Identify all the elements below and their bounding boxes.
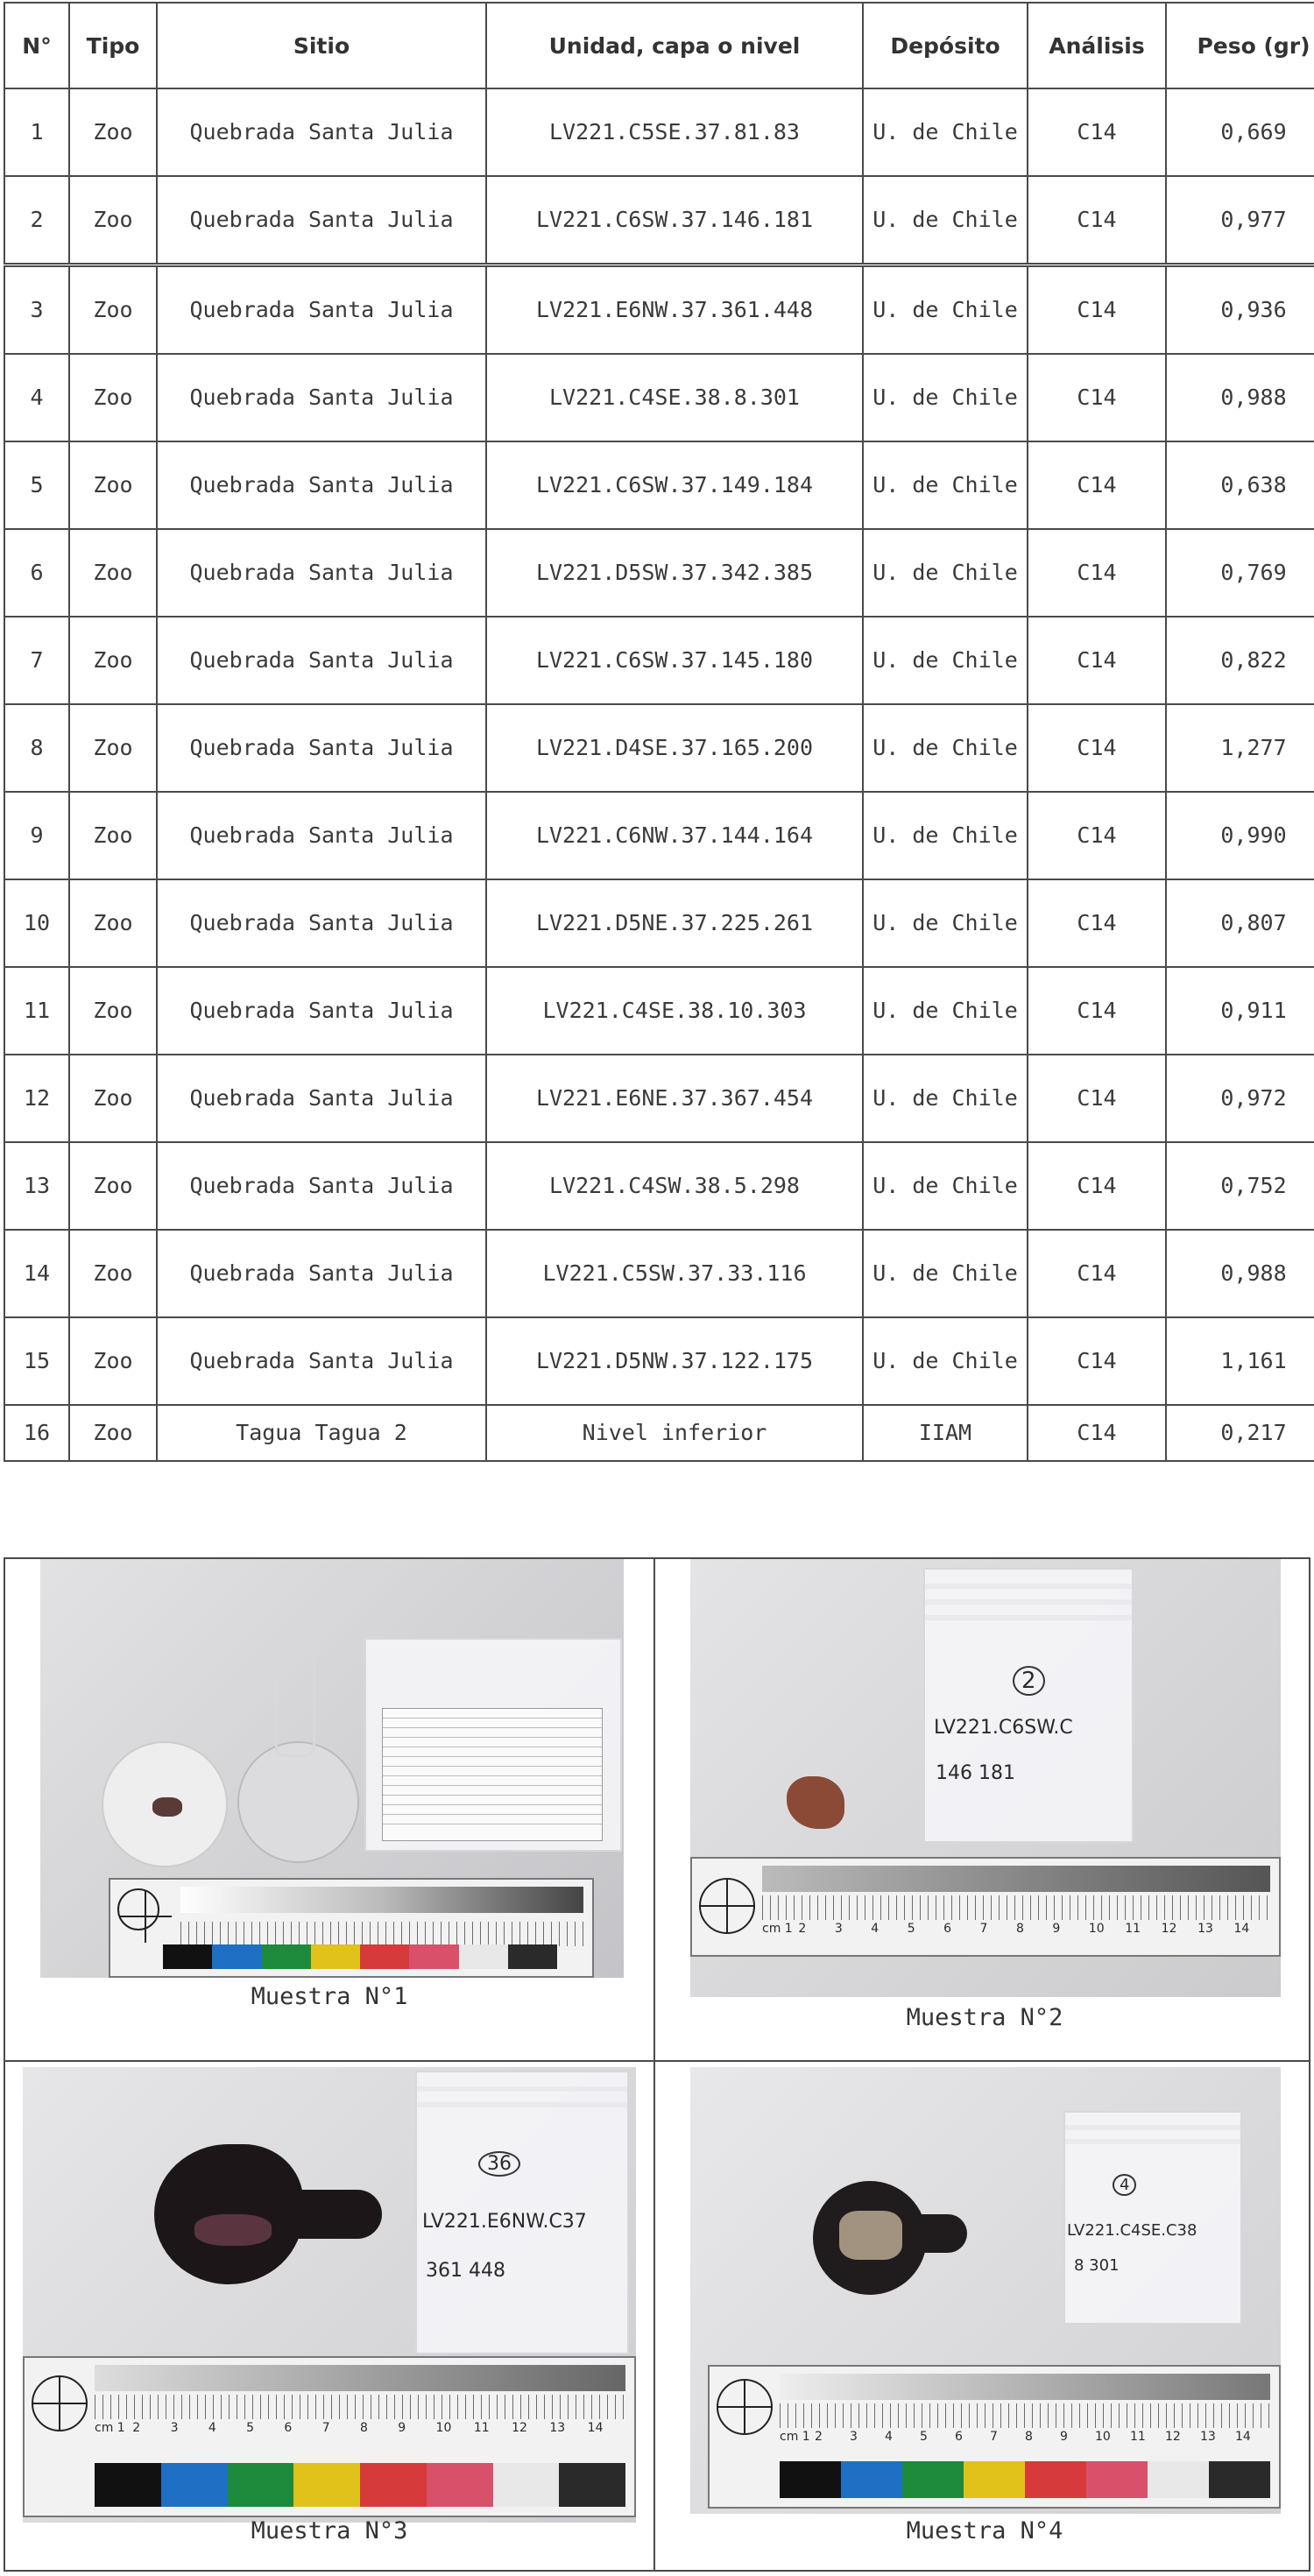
color-swatch	[493, 2463, 560, 2507]
ruler-number: 3	[170, 2421, 179, 2435]
ruler-number: 7	[979, 1922, 988, 1936]
ruler-number: 7	[990, 2430, 998, 2444]
table-row	[4, 617, 1314, 704]
cell-unit: LV221.E6NE.37.367.454	[486, 1055, 863, 1142]
table-row	[4, 441, 1314, 529]
ruler-number: 14	[1235, 2430, 1251, 2444]
header-unit: Unidad, capa o nivel	[486, 3, 863, 88]
ruler-number: 5	[920, 2430, 928, 2444]
table-row	[4, 879, 1314, 967]
color-swatch	[427, 2463, 493, 2507]
cell-weight: 0,936	[1166, 265, 1314, 355]
grid-divider-horizontal	[5, 2060, 1309, 2062]
cell-number: 11	[4, 967, 69, 1055]
cell-analysis: C14	[1028, 879, 1166, 967]
cell-number: 5	[4, 441, 69, 529]
cell-number: 9	[4, 792, 69, 879]
cell-unit: LV221.D5NW.37.122.175	[486, 1317, 863, 1405]
cell-number: 7	[4, 617, 69, 704]
cell-number: 8	[4, 704, 69, 792]
cell-analysis: C14	[1028, 1230, 1166, 1317]
cell-site: Quebrada Santa Julia	[157, 1142, 486, 1230]
gray-scale-strip	[762, 1866, 1270, 1892]
sample-2-bag	[923, 1568, 1134, 1843]
cell-unit: LV221.D5SW.37.342.385	[486, 529, 863, 617]
color-swatch	[311, 1944, 360, 1969]
cell-site: Quebrada Santa Julia	[157, 529, 486, 617]
cell-type: Zoo	[69, 88, 157, 176]
cell-site: Quebrada Santa Julia	[157, 1317, 486, 1405]
color-swatch	[228, 2463, 294, 2507]
cell-type: Zoo	[69, 967, 157, 1055]
cell-site: Quebrada Santa Julia	[157, 88, 486, 176]
ruler-number: 12	[512, 2421, 527, 2435]
cell-site: Quebrada Santa Julia	[157, 704, 486, 792]
cell-unit: LV221.C6SW.37.145.180	[486, 617, 863, 704]
cell-type: Zoo	[69, 1317, 157, 1405]
holder-tab-icon	[915, 2214, 967, 2253]
cell-site: Quebrada Santa Julia	[157, 967, 486, 1055]
ruler-number: 2	[798, 1922, 807, 1936]
ruler-number: 8	[1015, 1922, 1024, 1936]
ruler-number: 4	[871, 1922, 880, 1936]
crosshair-target-icon	[32, 2375, 88, 2431]
ruler-number: 6	[284, 2421, 293, 2435]
cell-unit: LV221.C6SW.37.149.184	[486, 441, 863, 529]
cell-type: Zoo	[69, 176, 157, 265]
header-site: Sitio	[157, 3, 486, 88]
cell-deposit: U. de Chile	[863, 265, 1028, 355]
cell-unit: LV221.C6SW.37.146.181	[486, 176, 863, 265]
bag-unit-code: LV221.E6NW.C37	[422, 2211, 587, 2233]
ruler-number: 5	[907, 1922, 915, 1936]
ruler-number: 8	[359, 2421, 368, 2435]
color-swatch	[780, 2461, 841, 2498]
cell-type: Zoo	[69, 792, 157, 879]
cell-unit: LV221.C5SE.37.81.83	[486, 88, 863, 176]
sample-2-caption: Muestra N°2	[906, 2004, 1063, 2031]
cell-weight: 1,277	[1166, 704, 1314, 792]
cell-site: Quebrada Santa Julia	[157, 354, 486, 441]
color-swatch	[1025, 2461, 1086, 2498]
cell-unit: LV221.C4SE.38.8.301	[486, 354, 863, 441]
color-swatch	[360, 1944, 409, 1969]
cell-weight: 0,822	[1166, 617, 1314, 704]
bag-number: 4	[1113, 2174, 1136, 2196]
ruler-number: 13	[1197, 1922, 1213, 1936]
ruler-number: 13	[1200, 2430, 1216, 2444]
color-swatch	[212, 1944, 261, 1969]
table-row	[4, 1405, 1314, 1461]
ruler-ticks	[95, 2395, 625, 2419]
ruler-number: 8	[1025, 2430, 1033, 2444]
ruler-number: 3	[850, 2430, 858, 2444]
cell-unit: LV221.D5NE.37.225.261	[486, 879, 863, 967]
table-row	[4, 1055, 1314, 1142]
cell-type: Zoo	[69, 441, 157, 529]
cell-weight: 0,752	[1166, 1142, 1314, 1230]
ruler-number: 11	[473, 2421, 490, 2435]
color-swatch	[1209, 2461, 1270, 2498]
ruler-number: cm 1	[95, 2421, 125, 2435]
ruler-number: 11	[1125, 1922, 1141, 1936]
crosshair-target-icon	[699, 1878, 755, 1934]
ruler-numbers	[762, 1922, 1270, 1936]
color-swatch	[459, 1944, 508, 1969]
color-swatch	[360, 2463, 427, 2507]
gray-scale-strip	[780, 2374, 1270, 2400]
crosshair-target-icon	[117, 1888, 159, 1930]
gray-scale-strip	[95, 2365, 625, 2391]
cell-type: Zoo	[69, 529, 157, 617]
ruler-number: 4	[208, 2421, 216, 2435]
cell-weight: 0,217	[1166, 1405, 1314, 1461]
bag-number: 2	[1013, 1666, 1045, 1696]
bag-unit-code: LV221.C4SE.C38	[1067, 2221, 1197, 2240]
table-body	[4, 88, 1314, 1461]
ruler-number: 10	[1088, 1922, 1105, 1936]
ruler-number: 12	[1161, 1922, 1177, 1936]
cell-type: Zoo	[69, 1230, 157, 1317]
cell-analysis: C14	[1028, 617, 1166, 704]
ruler-number: cm 1	[780, 2430, 810, 2444]
cell-number: 1	[4, 88, 69, 176]
ruler-number: 7	[321, 2421, 330, 2435]
header-analysis: Análisis	[1028, 3, 1166, 88]
cell-type: Zoo	[69, 704, 157, 792]
sample-fragments-icon	[194, 2214, 272, 2246]
cell-weight: 0,990	[1166, 792, 1314, 879]
color-swatch	[95, 2463, 161, 2507]
color-swatch	[163, 1944, 212, 1969]
cell-unit: LV221.C4SW.38.5.298	[486, 1142, 863, 1230]
cell-number: 3	[4, 265, 69, 355]
ruler-number: 10	[435, 2421, 452, 2435]
color-swatch	[293, 2463, 360, 2507]
cell-unit: LV221.C5SW.37.33.116	[486, 1230, 863, 1317]
color-swatch	[508, 1944, 557, 1969]
cell-site: Quebrada Santa Julia	[157, 441, 486, 529]
cell-type: Zoo	[69, 1142, 157, 1230]
bone-fragment-icon	[152, 1797, 182, 1817]
cell-weight: 0,807	[1166, 879, 1314, 967]
bag-unit-code: LV221.C6SW.C	[934, 1717, 1073, 1739]
bag-level: 361 448	[426, 2260, 505, 2282]
crosshair-target-icon	[717, 2379, 773, 2435]
sample-3-bag	[415, 2071, 629, 2354]
cell-site: Quebrada Santa Julia	[157, 1055, 486, 1142]
sample-3-caption: Muestra N°3	[251, 2517, 408, 2544]
ruler-number: 12	[1165, 2430, 1181, 2444]
ruler-number: 9	[398, 2421, 406, 2435]
bag-number: 36	[478, 2151, 520, 2177]
cell-analysis: C14	[1028, 1055, 1166, 1142]
cell-weight: 0,769	[1166, 529, 1314, 617]
table-row	[4, 1230, 1314, 1317]
ruler-number: cm 1	[762, 1922, 793, 1936]
cell-deposit: U. de Chile	[863, 617, 1028, 704]
ruler-number: 11	[1130, 2430, 1146, 2444]
ruler-number: 6	[943, 1922, 952, 1936]
header-type: Tipo	[69, 3, 157, 88]
cell-site: Quebrada Santa Julia	[157, 792, 486, 879]
table-row	[4, 265, 1314, 355]
cell-weight: 0,972	[1166, 1055, 1314, 1142]
cell-deposit: U. de Chile	[863, 1230, 1028, 1317]
color-swatch	[1086, 2461, 1148, 2498]
samples-table	[4, 2, 1314, 1462]
bag-level: 8 301	[1074, 2256, 1120, 2275]
ruler-ticks	[762, 1895, 1270, 1920]
gray-scale-strip	[180, 1887, 583, 1913]
cell-analysis: C14	[1028, 1142, 1166, 1230]
color-swatch	[262, 1944, 311, 1969]
cell-number: 12	[4, 1055, 69, 1142]
color-swatch	[902, 2461, 964, 2498]
ruler-numbers	[95, 2421, 625, 2435]
table-row	[4, 704, 1314, 792]
table-row	[4, 354, 1314, 441]
cell-number: 15	[4, 1317, 69, 1405]
cell-type: Zoo	[69, 1055, 157, 1142]
cell-type: Zoo	[69, 617, 157, 704]
cell-deposit: IIAM	[863, 1405, 1028, 1461]
cell-analysis: C14	[1028, 265, 1166, 355]
cell-weight: 1,161	[1166, 1317, 1314, 1405]
table-row	[4, 792, 1314, 879]
cell-deposit: U. de Chile	[863, 354, 1028, 441]
lid-tab-icon	[275, 1647, 315, 1757]
cell-analysis: C14	[1028, 704, 1166, 792]
cell-analysis: C14	[1028, 1317, 1166, 1405]
cell-unit: LV221.D4SE.37.165.200	[486, 704, 863, 792]
ruler-number: 9	[1060, 2430, 1068, 2444]
table-row	[4, 1317, 1314, 1405]
cell-analysis: C14	[1028, 792, 1166, 879]
ruler-number: 9	[1052, 1922, 1061, 1936]
cell-number: 10	[4, 879, 69, 967]
cell-weight: 0,988	[1166, 1230, 1314, 1317]
cell-type: Zoo	[69, 354, 157, 441]
cell-deposit: U. de Chile	[863, 529, 1028, 617]
cell-deposit: U. de Chile	[863, 176, 1028, 265]
cell-analysis: C14	[1028, 88, 1166, 176]
scale-ruler	[109, 1878, 594, 1978]
ruler-number: 13	[549, 2421, 566, 2435]
cell-analysis: C14	[1028, 529, 1166, 617]
cell-site: Quebrada Santa Julia	[157, 265, 486, 355]
color-swatch	[841, 2461, 902, 2498]
table-row	[4, 967, 1314, 1055]
cell-unit: LV221.C6NW.37.144.164	[486, 792, 863, 879]
holder-tab-icon	[286, 2190, 382, 2239]
color-swatch	[161, 2463, 228, 2507]
cell-weight: 0,988	[1166, 354, 1314, 441]
sample-1-photo	[40, 1559, 624, 1978]
lid-disc-icon	[237, 1741, 359, 1863]
table-row	[4, 529, 1314, 617]
color-swatch	[559, 2463, 625, 2507]
cell-number: 13	[4, 1142, 69, 1230]
cell-analysis: C14	[1028, 967, 1166, 1055]
color-checker-bar	[163, 1944, 557, 1969]
table-row	[4, 176, 1314, 265]
cell-site: Quebrada Santa Julia	[157, 1230, 486, 1317]
ruler-number: 4	[885, 2430, 893, 2444]
cell-number: 14	[4, 1230, 69, 1317]
sample-3-photo	[23, 2067, 636, 2523]
cell-deposit: U. de Chile	[863, 1317, 1028, 1405]
cell-number: 6	[4, 529, 69, 617]
ruler-number: 3	[834, 1922, 843, 1936]
cell-analysis: C14	[1028, 176, 1166, 265]
cell-analysis: C14	[1028, 354, 1166, 441]
cell-deposit: U. de Chile	[863, 1142, 1028, 1230]
cell-unit: LV221.C4SE.38.10.303	[486, 967, 863, 1055]
cell-number: 4	[4, 354, 69, 441]
cell-deposit: U. de Chile	[863, 441, 1028, 529]
cell-deposit: U. de Chile	[863, 792, 1028, 879]
sample-4-bag	[1063, 2111, 1242, 2325]
cell-type: Zoo	[69, 879, 157, 967]
sample-1-caption: Muestra N°1	[251, 1983, 408, 2010]
table-row	[4, 1142, 1314, 1230]
cell-deposit: U. de Chile	[863, 88, 1028, 176]
table-header-row	[4, 3, 1314, 88]
cell-deposit: U. de Chile	[863, 704, 1028, 792]
scale-ruler	[708, 2365, 1281, 2509]
scale-ruler	[690, 1857, 1281, 1957]
ruler-number: 14	[587, 2421, 604, 2435]
ruler-numbers	[780, 2430, 1270, 2444]
cell-weight: 0,669	[1166, 88, 1314, 176]
ruler-number: 2	[132, 2421, 141, 2435]
sample-2-photo	[690, 1559, 1281, 1997]
grid-divider-vertical	[653, 1559, 655, 2570]
cell-analysis: C14	[1028, 1405, 1166, 1461]
color-checker-bar	[95, 2463, 625, 2507]
sample-photo-grid	[4, 1557, 1310, 2572]
header-weight: Peso (gr)	[1166, 3, 1314, 88]
cell-number: 2	[4, 176, 69, 265]
cell-site: Quebrada Santa Julia	[157, 176, 486, 265]
sample-4-photo	[690, 2067, 1281, 2514]
cell-unit: Nivel inferior	[486, 1405, 863, 1461]
cell-type: Zoo	[69, 265, 157, 355]
ruler-ticks	[180, 1922, 583, 1946]
ruler-number: 5	[246, 2421, 255, 2435]
ruler-ticks	[780, 2403, 1270, 2428]
scale-ruler	[23, 2356, 636, 2517]
color-swatch	[964, 2461, 1025, 2498]
cell-site: Quebrada Santa Julia	[157, 879, 486, 967]
sample-fragments-icon	[839, 2211, 902, 2260]
header-deposit: Depósito	[863, 3, 1028, 88]
sample-4-caption: Muestra N°4	[906, 2517, 1063, 2544]
color-swatch	[1148, 2461, 1209, 2498]
cell-weight: 0,638	[1166, 441, 1314, 529]
cell-site: Tagua Tagua 2	[157, 1405, 486, 1461]
cell-analysis: C14	[1028, 441, 1166, 529]
cell-site: Quebrada Santa Julia	[157, 617, 486, 704]
cell-number: 16	[4, 1405, 69, 1461]
sample-1-label-card	[382, 1708, 603, 1841]
cell-weight: 0,977	[1166, 176, 1314, 265]
ruler-number: 10	[1095, 2430, 1111, 2444]
cell-deposit: U. de Chile	[863, 1055, 1028, 1142]
bag-level: 146 181	[936, 1762, 1015, 1784]
color-checker-bar	[780, 2461, 1270, 2498]
ruler-number: 2	[815, 2430, 823, 2444]
color-swatch	[409, 1944, 458, 1969]
table-row	[4, 88, 1314, 176]
ruler-number: 6	[955, 2430, 963, 2444]
cell-deposit: U. de Chile	[863, 879, 1028, 967]
cell-deposit: U. de Chile	[863, 967, 1028, 1055]
header-number: N°	[4, 3, 69, 88]
cell-type: Zoo	[69, 1405, 157, 1461]
cell-unit: LV221.E6NW.37.361.448	[486, 265, 863, 355]
cell-weight: 0,911	[1166, 967, 1314, 1055]
ruler-number: 14	[1233, 1922, 1250, 1936]
